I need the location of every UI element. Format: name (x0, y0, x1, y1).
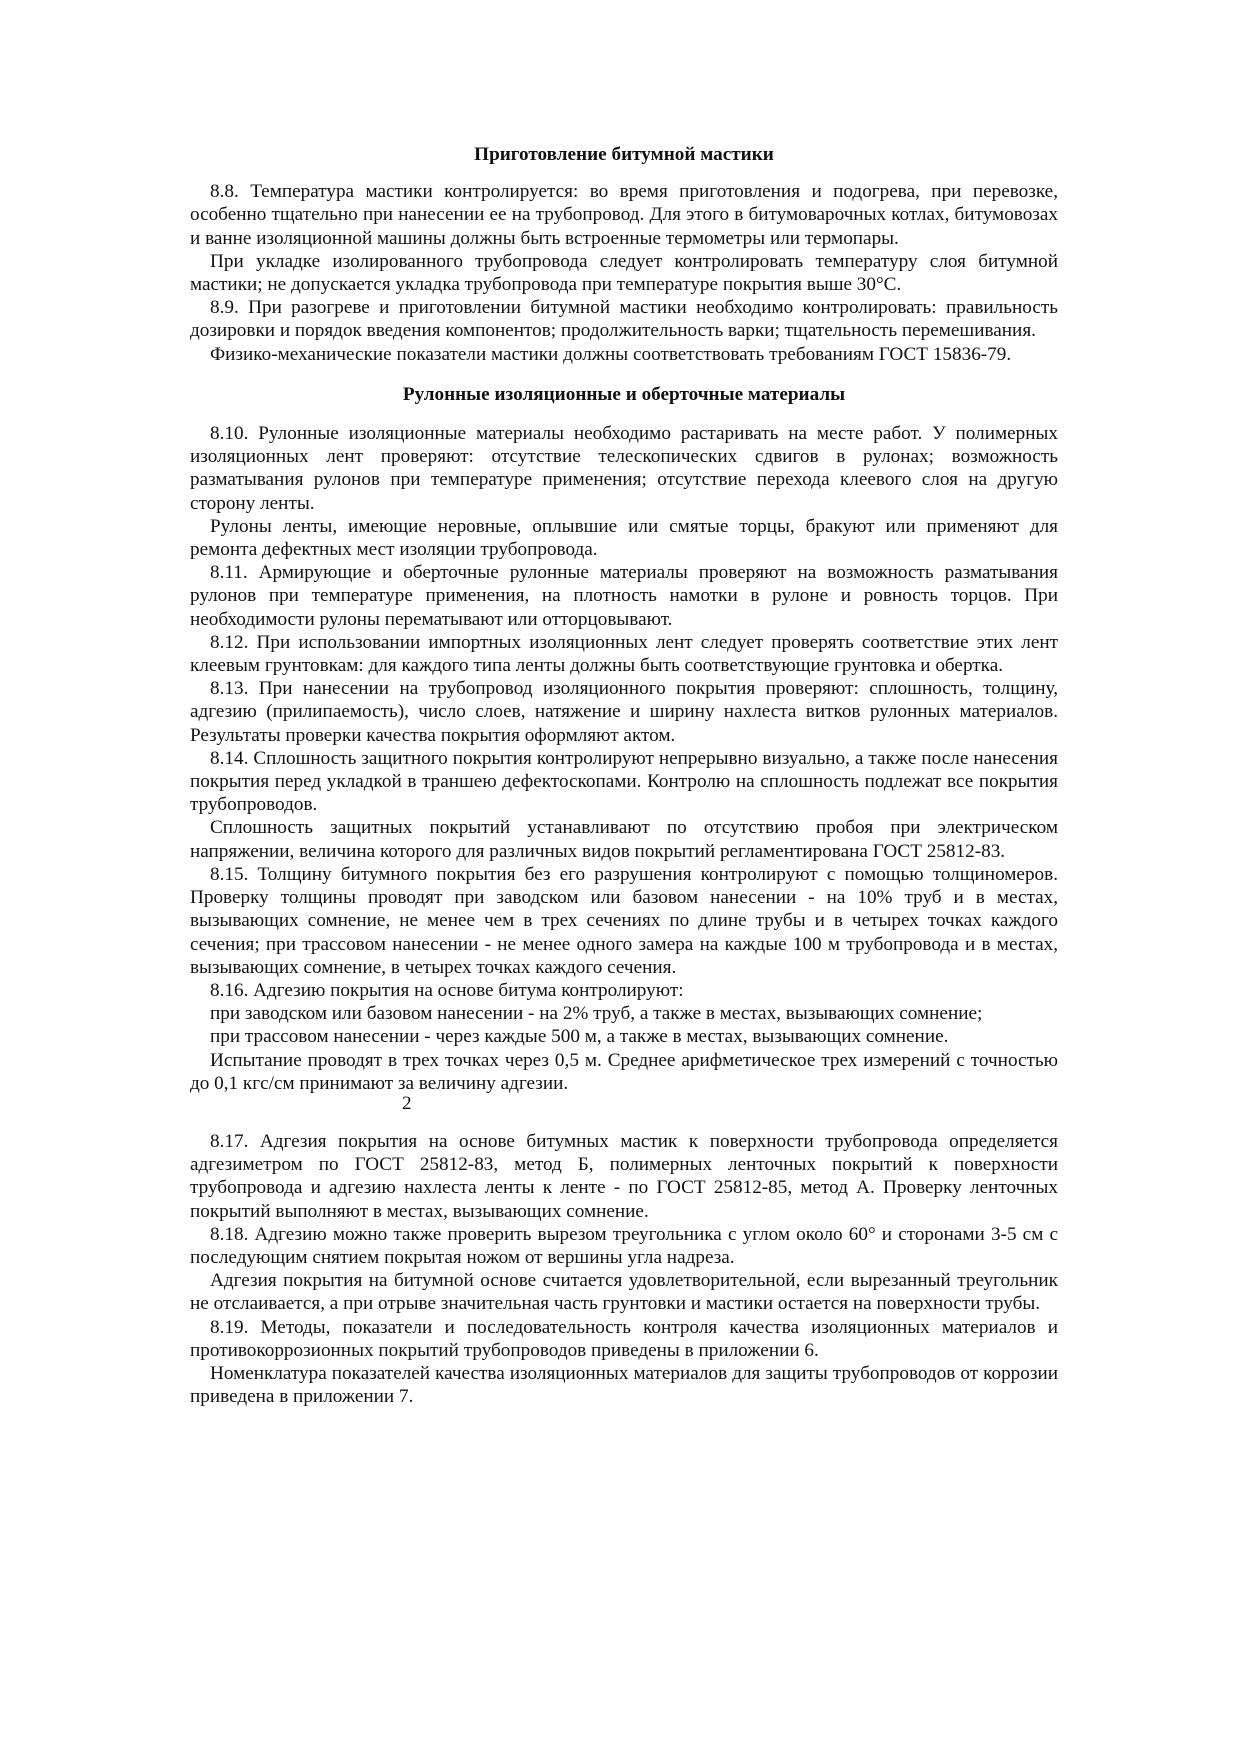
paragraph-test-points: Испытание проводят в трех точках через 0,5 м. Среднее арифметическое трех измерений с точностью до 0,1 кгс/см принимают за величину адгезии. (190, 1049, 1058, 1094)
spacer (190, 1118, 1058, 1130)
paragraph-8-14: 8.14. Сплошность защитного покрытия контролируют непрерывно визуально, а также после нанесения покрытия перед укладкой в траншею дефектоскопами. Контролю на сплошность подлежат все покрытия трубопроводов. (190, 747, 1058, 816)
superscript-row (190, 1092, 1058, 1118)
paragraph-laying-temperature: При укладке изолированного трубопровода следует контролировать температуру слоя битумной мастики; не допускается укладка трубопровода при температуре покрытия выше 30°С. (190, 250, 1058, 296)
section-title-bitumen-mastic: Приготовление битумной мастики (474, 144, 774, 165)
paragraph-8-12: 8.12. При использовании импортных изоляционных лент следует проверять соответствие этих лент клеевым грунтовкам: для каждого типа ленты должны быть соответствующие грунтовка и обертка. (190, 631, 1058, 677)
paragraph-route-application: при трассовом нанесении - через каждые 500 м, а также в местах, вызывающих сомнение. (210, 1026, 949, 1048)
paragraph-roll-defects: Рулоны ленты, имеющие неровные, оплывшие или смятые торцы, бракуют или применяют для ремонта дефектных мест изоляции трубопровода. (190, 515, 1058, 561)
paragraph-continuity-voltage: Сплошность защитных покрытий устанавливают по отсутствию пробоя при электрическом напряжении, величина которого для различных видов покрытий регламентирована ГОСТ 25812-83. (190, 817, 1058, 862)
superscript-2: 2 (402, 1092, 412, 1114)
paragraph-8-17: 8.17. Адгезия покрытия на основе битумных мастик к поверхности трубопровода определяется адгезиметром по ГОСТ 25812-83, метод Б, полимерных ленточных покрытий к поверхности трубопровода и адгезию нахлеста ленты к ленте - по ГОСТ 25812-85, метод А. Проверку ленточных покрытий выполняют в местах, вызывающих сомнение. (190, 1130, 1058, 1222)
paragraph-8-13: 8.13. При нанесении на трубопровод изоляционного покрытия проверяют: сплошность, толщину, адгезию (прилипаемость), число слоев, натяжение и ширину нахлеста витков рулонных материалов. Результаты проверки качества покрытия оформляют актом. (190, 678, 1058, 746)
paragraph-8-15: 8.15. Толщину битумного покрытия без его разрушения контролируют с помощью толщиномеров. Проверку толщины проводят при заводском или базовом нанесении - на 10% труб и в местах, вызывающих сомнение, не менее чем в трех сечениях по длине трубы и в четырех точках каждого сечения; при трассовом нанесении - не менее одного замера на каждые 100 м трубопровода и в местах, вызывающих сомнение, в четырех точках каждого сечения. (190, 863, 1058, 978)
paragraph-factory-application: при заводском или базовом нанесении - на 2% труб, а также в местах, вызывающих сомнение; (210, 1003, 983, 1025)
paragraph-adhesion-satisfactory: Адгезия покрытия на битумной основе считается удовлетворительной, если вырезанный треугольник не отслаивается, а при отрыве значительная часть грунтовки и мастики остается на поверхности трубы. (190, 1270, 1058, 1315)
paragraph-nomenclature: Номенклатура показателей качества изоляционных материалов для защиты трубопроводов от коррозии приведена в приложении 7. (190, 1362, 1058, 1408)
paragraph-gost-15836: Физико-механические показатели мастики должны соответствовать требованиям ГОСТ 15836-79. (210, 343, 1012, 365)
section-title-roll-materials: Рулонные изоляционные и оберточные материалы (402, 383, 846, 405)
paragraph-8-19: 8.19. Методы, показатели и последовательность контроля качества изоляционных материалов и противокоррозионных покрытий трубопроводов приведены в приложении 6. (190, 1316, 1058, 1361)
paragraph-8-10: 8.10. Рулонные изоляционные материалы необходимо растаривать на месте работ. У полимерных изоляционных лент проверяют: отсутствие телескопических сдвигов в рулонах; возможность разматывания рулонов при температуре применения; отсутствие перехода клеевого слоя на другую сторону ленты. (190, 423, 1058, 514)
paragraph-8-9: 8.9. При разогреве и приготовлении битумной мастики необходимо контролировать: правильность дозировки и порядок введения компонентов; продолжительность варки; тщательность перемешивания. (190, 297, 1058, 342)
document-page (190, 143, 1058, 1408)
paragraph-8-8: 8.8. Температура мастики контролируется: во время приготовления и подогрева, при перевозке, особенно тщательно при нанесении ее на трубопровод. Для этого в битумоварочных котлах, битумовозах и ванне изоляционной машины должны быть встроенные термометры или термопары. (190, 181, 1058, 249)
paragraph-8-16: 8.16. Адгезию покрытия на основе битума контролируют: (210, 979, 684, 1001)
paragraph-8-18: 8.18. Адгезию можно также проверить вырезом треугольника с углом около 60° и сторонами 3-5 см с последующим снятием покрытая ножом от вершины угла надреза. (190, 1223, 1058, 1268)
paragraph-8-11: 8.11. Армирующие и оберточные рулонные материалы проверяют на возможность разматывания рулонов при температуре применения, на плотность намотки в рулоне и ровность торцов. При необходимости рулоны перематывают или отторцовывают. (190, 562, 1058, 630)
